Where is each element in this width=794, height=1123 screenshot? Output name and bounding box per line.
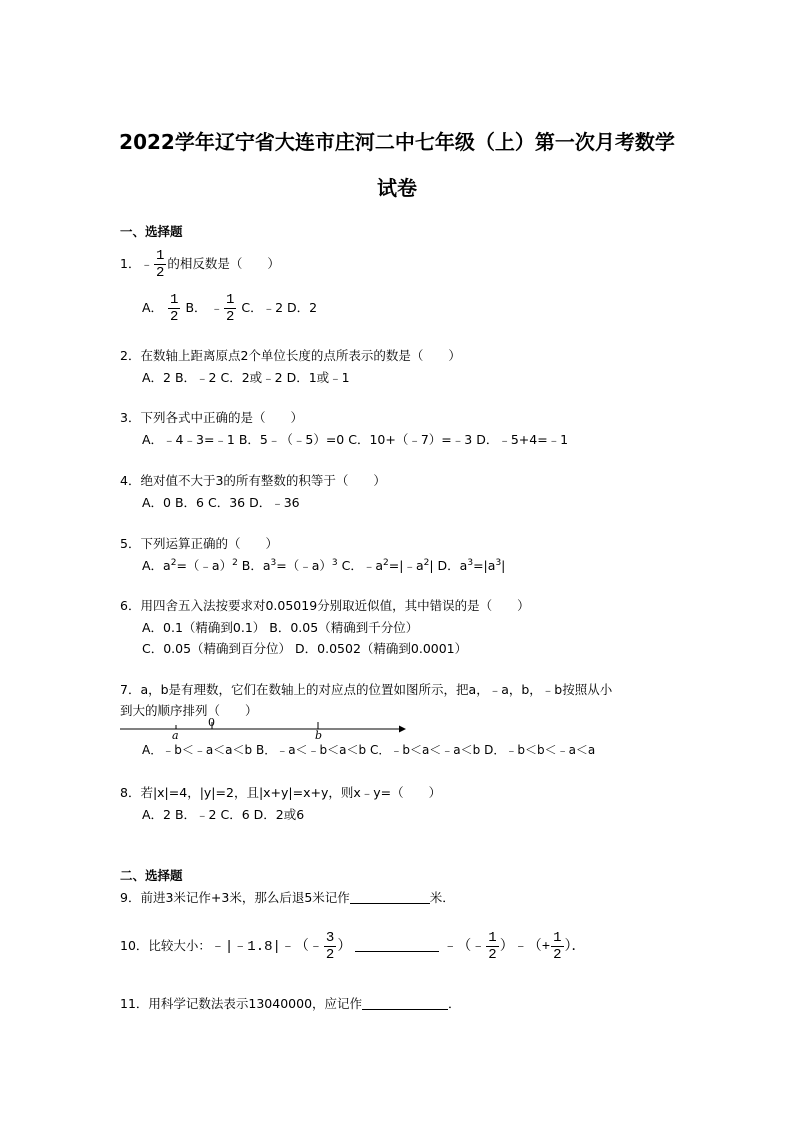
- exponent: 3: [467, 558, 474, 568]
- fraction: [154, 248, 166, 281]
- math-expression: ）: [337, 939, 352, 955]
- question-6-stem: 6．用四舍五入法按要求对0.05019分别取近似值，其中错误的是（ ）: [120, 598, 530, 613]
- denominator: 2: [325, 947, 335, 963]
- question-10: [120, 930, 586, 963]
- option-text: C．﹣a: [337, 558, 384, 573]
- question-3-stem: 3．下列各式中正确的是（ ）: [120, 410, 303, 425]
- denominator: 2: [226, 309, 235, 325]
- question-1-options: [142, 292, 317, 325]
- exponent: 2: [170, 558, 177, 568]
- document-title-cont: 试卷: [377, 176, 417, 200]
- option-text: B．a: [237, 558, 271, 573]
- math-expression: ）﹣（+: [499, 939, 551, 955]
- question-7-stem-2: 到大的顺序排列（ ）: [120, 703, 258, 718]
- arrow-head-icon: [399, 726, 406, 733]
- denominator: 2: [488, 947, 497, 963]
- math-expression: ﹣（﹣: [443, 939, 486, 955]
- question-number: 1．: [120, 256, 141, 271]
- answer-blank: [362, 997, 448, 1010]
- question-7-stem-1: 7．a，b是有理数，它们在数轴上的对应点的位置如图所示，把a，﹣a，b，﹣b按照从小: [120, 682, 613, 697]
- question-3-options: A．﹣4﹣3=﹣1 B．5﹣（﹣5）=0 C．10+（﹣7）=﹣3 D．﹣5+4=﹣1: [142, 432, 569, 447]
- math-expression: ﹣|﹣1.8|﹣（﹣: [210, 939, 323, 955]
- option-text: | D．a: [429, 558, 468, 573]
- option-text: =（﹣a）: [276, 558, 332, 573]
- number-line-figure: [118, 716, 413, 740]
- question-text: 米．: [429, 890, 455, 905]
- minus-sign: ﹣: [210, 300, 224, 315]
- exponent: 3: [495, 558, 502, 568]
- option-text: =（﹣a）: [176, 558, 233, 573]
- section-heading-fill: 二、选择题: [120, 868, 183, 883]
- label-a: a: [172, 729, 179, 740]
- option-a-label: A．: [142, 300, 164, 315]
- numerator: 1: [226, 292, 235, 308]
- fraction: [551, 930, 563, 963]
- numerator: 1: [155, 248, 165, 264]
- numerator: 1: [170, 292, 179, 308]
- option-b-label: B．: [185, 300, 207, 315]
- minus-sign: ﹣: [140, 256, 153, 271]
- question-4-options: A．0 B．6 C．36 D．﹣36: [142, 495, 300, 510]
- answer-blank: [350, 891, 430, 904]
- question-4-stem: 4．绝对值不大于3的所有整数的积等于（ ）: [120, 473, 386, 488]
- exponent: 2: [423, 558, 430, 568]
- fraction: [486, 930, 498, 963]
- label-zero: 0: [208, 716, 215, 729]
- option-text: |: [501, 558, 506, 573]
- document-title: 2022学年辽宁省大连市庄河二中七年级（上）第一次月考数学: [119, 130, 675, 154]
- fraction: [224, 292, 236, 325]
- question-8-stem: 8．若|x|=4，|y|=2，且|x+y|=x+y，则x﹣y=（ ）: [120, 785, 442, 800]
- question-7-options: A．﹣b＜﹣a＜a＜b B．﹣a＜﹣b＜a＜b C．﹣b＜a＜﹣a＜b D．﹣b＜b＜﹣a＜a: [142, 743, 596, 757]
- fraction: [168, 292, 180, 325]
- question-9: [120, 890, 455, 906]
- question-text: 9．前进3米记作+3米，那么后退5米记作: [120, 890, 350, 905]
- exponent: 2: [383, 558, 389, 568]
- question-5-options: [142, 558, 505, 574]
- numerator: 3: [325, 930, 335, 946]
- section-heading-choice: 一、选择题: [120, 224, 183, 239]
- option-text: =|a: [473, 558, 496, 573]
- numerator: 1: [553, 930, 562, 946]
- label-b: b: [315, 729, 323, 740]
- exponent: 3: [270, 558, 277, 568]
- math-expression: ）．: [564, 939, 586, 955]
- question-2-options: A．2 B．﹣2 C．2或﹣2 D．1或﹣1: [142, 370, 350, 385]
- question-11: [120, 996, 461, 1012]
- exponent: 3: [331, 558, 338, 568]
- question-2-stem: 2．在数轴上距离原点2个单位长度的点所表示的数是（ ）: [120, 348, 461, 363]
- fraction: [324, 930, 336, 963]
- question-text: 11．用科学记数法表示13040000，应记作: [120, 996, 363, 1011]
- option-text: A．a: [142, 558, 171, 573]
- question-6-options-1: A．0.1（精确到0.1） B．0.05（精确到千分位）: [142, 620, 419, 635]
- question-6-options-2: C．0.05（精确到百分位） D．0.0502（精确到0.0001）: [142, 641, 468, 656]
- question-text: 10．比较大小：: [120, 938, 211, 953]
- denominator: 2: [553, 947, 562, 963]
- question-5-stem: 5．下列运算正确的（ ）: [120, 536, 278, 551]
- denominator: 2: [170, 309, 179, 325]
- denominator: 2: [155, 265, 165, 281]
- question-stem: 的相反数是（ ）: [167, 256, 280, 271]
- question-8-options: A．2 B．﹣2 C．6 D．2或6: [142, 807, 305, 822]
- answer-blank: [355, 939, 439, 952]
- question-text: ．: [448, 996, 461, 1011]
- options-rest: C．﹣2 D．2: [241, 300, 318, 315]
- question-1: [120, 248, 280, 281]
- option-text: =|﹣a: [388, 558, 424, 573]
- numerator: 1: [488, 930, 497, 946]
- exponent: 2: [232, 558, 238, 568]
